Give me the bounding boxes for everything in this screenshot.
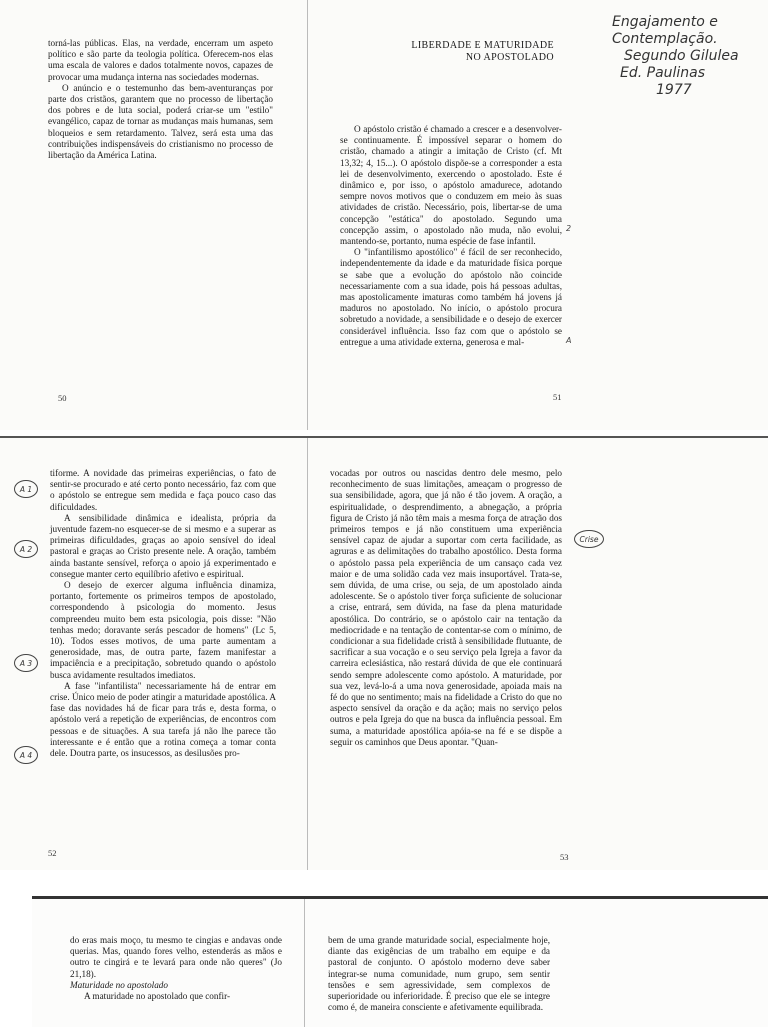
page-55-text [328, 935, 550, 1013]
section-subheading: Maturidade no apostolado [70, 979, 168, 990]
spread-pages-52-53 [0, 436, 768, 870]
paragraph: O anúncio e o testemunho das bem-aventuranças por parte dos cristãos, garantem que no processo de libertação dos pobres e de luta social, poderá criar-se um "estilo" evangélico, capaz de tornar as mudanças mais humanas, sem bloqueios e sem retardamento. Talvez, será esta uma das contribuições indispensáveis do cristianismo no processo de libertação da América Latina. [48, 82, 273, 161]
spread-pages-54-55 [32, 896, 768, 1027]
chapter-title-line2: NO APOSTOLADO [465, 52, 554, 63]
handwritten-line: Segundo Gilulea [624, 48, 739, 64]
page-number: 52 [48, 848, 57, 858]
margin-mark: 2 [566, 224, 572, 233]
gutter [307, 0, 308, 430]
chapter-title-line1: LIBERDADE E MATURIDADE [411, 40, 554, 51]
paragraph: O apóstolo cristão é chamado a crescer e a desenvolver-se continuamente. É impossível separar o homem do cristão, chamado a atingir a imitação de Cristo (cf. Mt 13,32; 4, 15...). O apóstolo dispõe-se a corresponder a esta lei de desenvolvimento, exercendo o apostolado. Este é dinâmico e, por isso, o apóstolo amadurece, adotando sempre novos motivos que o conduzem em meio às suas atividades de cristão. Necessário, pois, libertar-se de uma concepção "estática" do apostolado. Segundo uma concepção assim, o apostolado não muda, não evolui, mantendo-se, portanto, numa espécie de fase infantil. [340, 124, 562, 247]
paragraph: A maturidade no apostolado que confir- [84, 991, 231, 1002]
paragraph: do eras mais moço, tu mesmo te cingias e andavas onde querias. Mas, quando fores velho, estenderás as mãos e outro te cingirá e te levará para onde não queres" (Jo 21,18). [70, 935, 282, 979]
page-51-text [340, 124, 562, 348]
paragraph: O "infantilismo apostólico" é fácil de ser reconhecido, independentemente da idade e da maturidade física porque se sabe que a evolução do apóstolo não coincide necessariamente com a sua idade, pois há pessoas adultas, mas apostolicamente imaturas como também há jovens já maduros no apostolado. No início, o apóstolo procura sobretudo a novidade, a sensibilidade e o desejo de exercer considerável influência. Isso faz com que o apóstolo se entregue a uma atividade externa, generosa e mal- [340, 247, 562, 347]
chapter-title [380, 40, 554, 64]
spread-pages-50-51 [0, 0, 768, 430]
paragraph: A fase "infantilista" necessariamente há de entrar em crise. Único meio de poder atingir a maturidade apostólica. A fase das novidades há de ficar para trás e, desta forma, o apóstolo verá a repetição de experiências, de encontros com pessoas e de situações. A sua tarefa já não lhe parece tão interessante e é então que a rotina começa a tomar conta dele. Doutra parte, os insucessos, as desilusões pro- [50, 680, 276, 759]
handwritten-note [612, 14, 739, 99]
handwritten-line: 1977 [656, 82, 692, 98]
page-52-text [50, 468, 276, 759]
margin-circle-mark: A 4 [14, 746, 38, 764]
handwritten-line: Ed. Paulinas [620, 65, 706, 81]
margin-circle-mark: A 2 [14, 540, 38, 558]
handwritten-line: Contemplação. [612, 31, 718, 47]
page-number: 50 [58, 393, 67, 403]
paragraph: torná-las públicas. Elas, na verdade, encerram um aspeto político e são parte da teologia política. Oferecem-nos elas uma escala de valores e dados totalmente novos, capazes de provocar uma mudança interna nas sociedades modernas. [48, 38, 273, 82]
page-53-text [330, 468, 562, 748]
page-number: 51 [553, 392, 562, 402]
margin-circle-mark: A 1 [14, 480, 38, 498]
gutter [304, 899, 305, 1027]
margin-mark: A [566, 336, 572, 345]
page-50-text [48, 38, 273, 161]
paragraph: O desejo de exercer alguma influência dinamiza, portanto, fortemente os primeiros tempos de apostolado, correspondendo à psicologia do momento. Jesus compreendeu muito bem esta psicologia, pois disse: "Não tenhas medo; doravante serás pescador de homens" (Lc 5, 10). Todos esses motivos, de uma parte aumentam a generosidade, mas, de outra parte, fazem manifestar a impaciência e a precipitação, sobretudo quando o apóstolo busca avidamente resultados imediatos. [50, 580, 276, 680]
paragraph: vocadas por outros ou nascidas dentro dele mesmo, pelo reconhecimento de suas limitações, ameaçam o progresso de sua sensibilidade, agora, que já não é tão jovem. A oração, a espiritualidade, o desprendimento, a abnegação, a própria figura de Cristo já não têm mais a mesma força de atração dos primeiros tempos e já não constituem uma experiência sensível capaz de ajudar a suportar com certa facilidade, as agruras e as delimitações do trabalho apostólico. Desta forma o apóstolo passa pela experiência de um cansaço cada vez maior e de uma solidão cada vez mais insuportável. Trata-se, sem dúvida, de uma crise, ou seja, de um apostolado ainda adolescente. Se o apóstolo tiver força suficiente de solucionar a crise, entrará, sem dúvida, na fase da plena maturidade apostólica. Do contrário, se o apóstolo cair na tentação da mediocridade e na tentação de contentar-se com o mínimo, de condicionar a sua fidelidade cristã à sensibilidade flutuante, de sacrificar a sua vocação e o seu serviço pela Igreja a favor da carreira eclesiástica, não restará dúvida de que ele continuará sendo sempre adolescente como apóstolo. A maturidade, por sua vez, levá-lo-á a uma nova generosidade, apoiada mais na fé do que no sentimento; mais na fidelidade a Cristo do que no aspecto sensível da oração e da ação; mais no serviço pelos outros e pela Igreja do que na busca da influência pessoal. Em suma, a maturidade apostólica apóia-se na fé e se dispõe a seguir os caminhos que Deus apontar. "Quan- [330, 468, 562, 747]
paragraph: bem de uma grande maturidade social, especialmente hoje, diante das exigências de um trabalho em equipe e da pastoral de conjunto. O apóstolo moderno deve saber integrar-se numa comunidade, num grupo, sem sentir tensões e sem agressividade, sem complexos de superioridade ou inferioridade. É preciso que ele se integre como é, de maneira consciente e afetivamente equilibrada. [328, 935, 550, 1013]
page-54-text [70, 935, 282, 1002]
page-number: 53 [560, 852, 569, 862]
handwritten-line: Engajamento e [612, 14, 718, 30]
margin-circle-mark: Crise [574, 530, 604, 548]
paragraph: tiforme. A novidade das primeiras experiências, o fato de sentir-se procurado e até certo ponto necessário, faz com que o apóstolo se entregue sem medida e faça pouco caso das dificuldades. [50, 468, 276, 512]
margin-circle-mark: A 3 [14, 654, 38, 672]
paragraph: A sensibilidade dinâmica e idealista, própria da juventude fazem-no esquecer-se de si mesmo e a superar as primeiras dificuldades, graças ao apoio sensível do ideal pastoral e graças ao Cristo presente nele. A oração, também ainda bastante sensível, reforça o apoio já experimentado e consegue manter certo equilíbrio afetivo e espiritual. [50, 512, 276, 579]
gutter [307, 438, 308, 870]
